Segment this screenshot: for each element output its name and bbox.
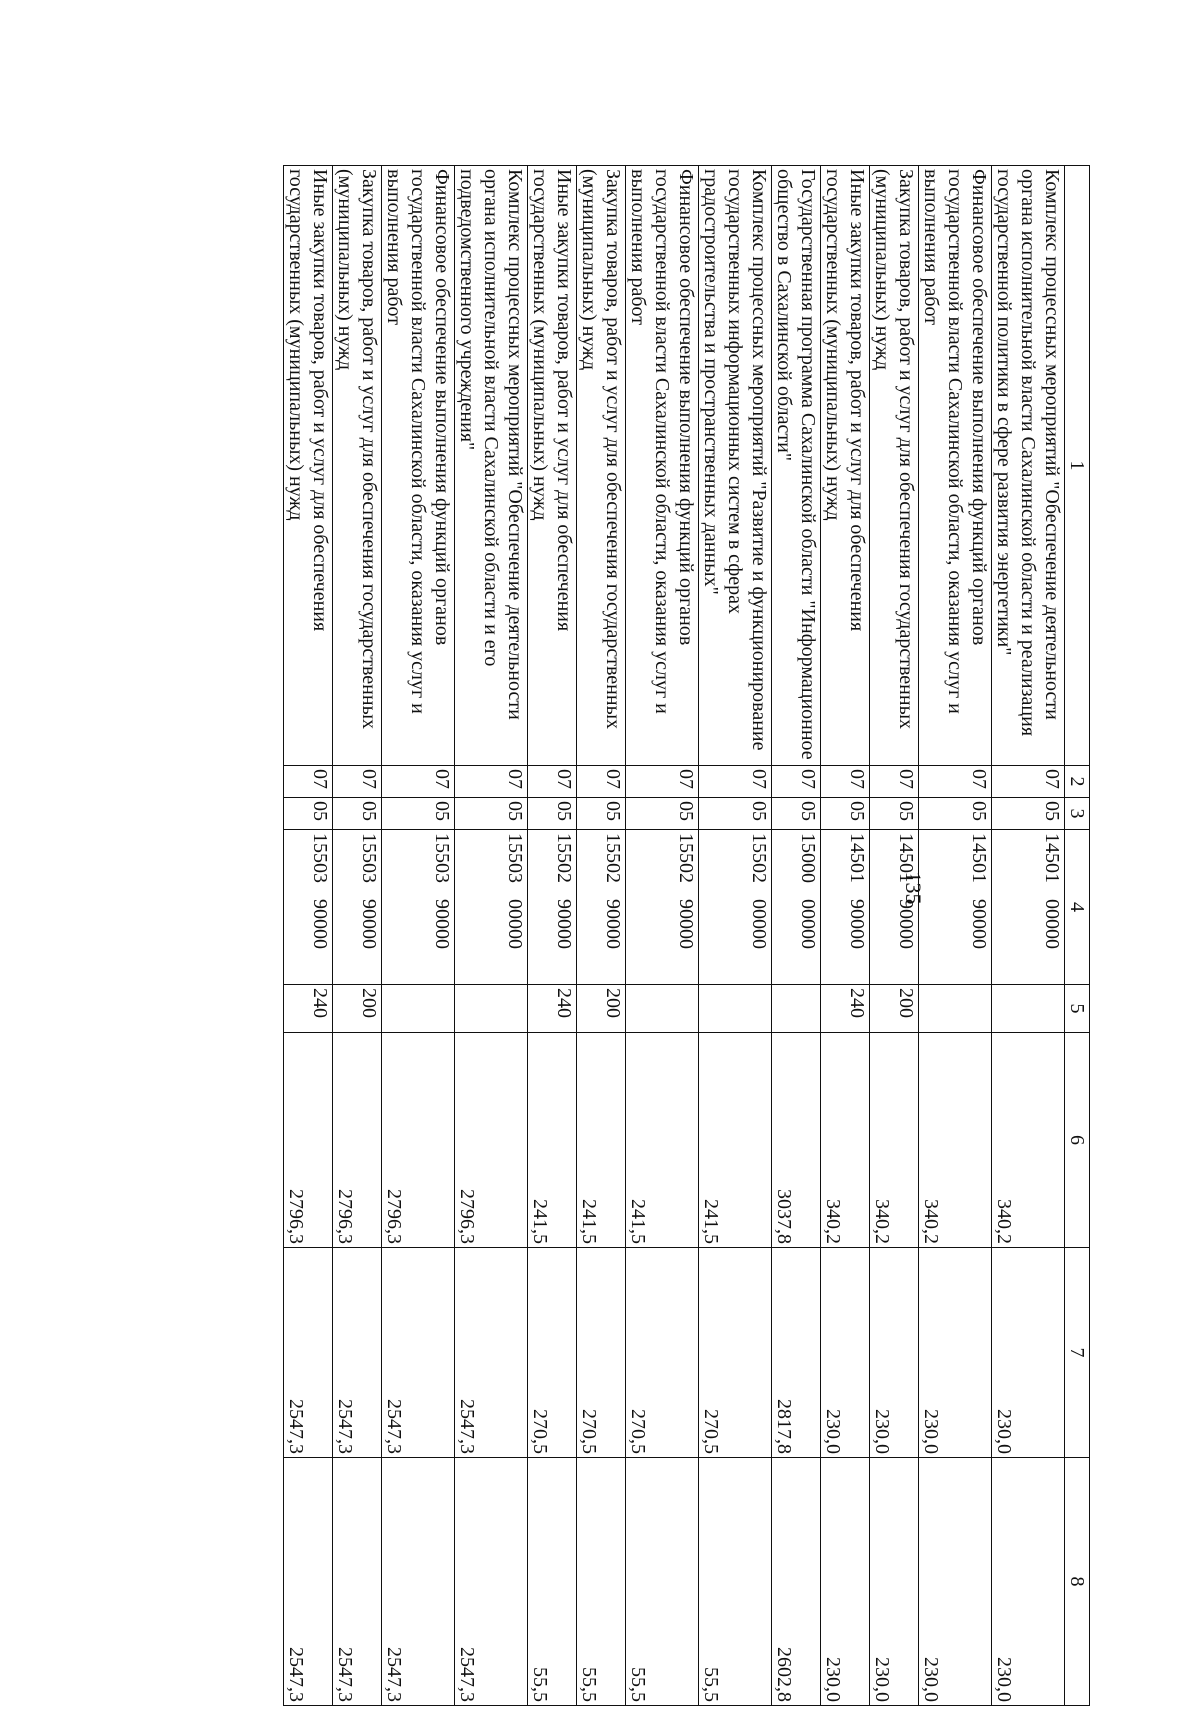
expense-type-cell [919, 985, 992, 1033]
target-article-cell [626, 830, 699, 985]
amount-col8-cell: 230,0 [992, 1458, 1065, 1706]
row-name-cell: Комплекс процессных мероприятий "Обеспечение деятельности органа исполнительной власти Сахалинской области и его подведомственного учреждения" [455, 166, 528, 766]
target-article-direction-code: 00000 [1041, 899, 1063, 949]
target-article-cell [821, 830, 870, 985]
target-article-direction-code: 90000 [895, 899, 917, 949]
row-name-cell: Закупка товаров, работ и услуг для обеспечения государственных (муниципальных) нужд [870, 166, 919, 766]
target-article-program-code: 14501 [895, 833, 917, 883]
target-article-direction-code: 90000 [846, 899, 868, 949]
amount-col7-cell: 270,5 [528, 1248, 577, 1458]
table-row [284, 166, 333, 1706]
amount-col8-cell: 230,0 [870, 1458, 919, 1706]
table-row [382, 166, 455, 1706]
amount-col8-cell: 2602,8 [772, 1458, 821, 1706]
subsection-code-cell: 05 [699, 798, 772, 830]
amount-col7-cell: 270,5 [626, 1248, 699, 1458]
expense-type-cell: 240 [284, 985, 333, 1033]
amount-col6-cell: 241,5 [626, 1033, 699, 1248]
table-row [919, 166, 992, 1706]
subsection-code-cell: 05 [626, 798, 699, 830]
row-name-cell: Комплекс процессных мероприятий "Обеспечение деятельности органа исполнительной власти Сахалинской области и реализация государственной политики в сфере развития энергетики" [992, 166, 1065, 766]
target-article-cell [528, 830, 577, 985]
target-article-program-code: 14501 [846, 833, 868, 883]
target-article-direction-code: 90000 [358, 899, 380, 949]
amount-col7-cell: 2547,3 [284, 1248, 333, 1458]
section-code-cell: 07 [333, 766, 382, 798]
section-code-cell: 07 [528, 766, 577, 798]
table-row [333, 166, 382, 1706]
section-code-cell: 07 [382, 766, 455, 798]
target-article-cell [333, 830, 382, 985]
target-article-program-code: 15502 [602, 833, 624, 883]
subsection-code-cell: 05 [821, 798, 870, 830]
row-name-cell: Закупка товаров, работ и услуг для обеспечения государственных (муниципальных) нужд [577, 166, 626, 766]
table-row [992, 166, 1065, 1706]
row-name-cell: Финансовое обеспечение выполнения функций органов государственной власти Сахалинской области, оказания услуг и выполнения работ [626, 166, 699, 766]
subsection-code-cell: 05 [382, 798, 455, 830]
amount-col8-cell: 230,0 [919, 1458, 992, 1706]
header-cell: 8 [1065, 1458, 1090, 1706]
row-name-cell: Финансовое обеспечение выполнения функций органов государственной власти Сахалинской области, оказания услуг и выполнения работ [919, 166, 992, 766]
row-name-cell: Финансовое обеспечение выполнения функций органов государственной власти Сахалинской области, оказания услуг и выполнения работ [382, 166, 455, 766]
expense-type-cell [626, 985, 699, 1033]
header-cell: 5 [1065, 985, 1090, 1033]
amount-col6-cell: 2796,3 [382, 1033, 455, 1248]
amount-col6-cell: 340,2 [870, 1033, 919, 1248]
expense-type-cell: 200 [577, 985, 626, 1033]
amount-col7-cell: 230,0 [992, 1248, 1065, 1458]
target-article-direction-code: 90000 [675, 899, 697, 949]
section-code-cell: 07 [455, 766, 528, 798]
target-article-program-code: 15503 [358, 833, 380, 883]
amount-col8-cell: 55,5 [528, 1458, 577, 1706]
subsection-code-cell: 05 [919, 798, 992, 830]
amount-col6-cell: 2796,3 [333, 1033, 382, 1248]
amount-col7-cell: 230,0 [919, 1248, 992, 1458]
subsection-code-cell: 05 [333, 798, 382, 830]
expense-type-cell [992, 985, 1065, 1033]
amount-col6-cell: 340,2 [919, 1033, 992, 1248]
target-article-program-code: 15502 [553, 833, 575, 883]
target-article-direction-code: 90000 [553, 899, 575, 949]
section-code-cell: 07 [821, 766, 870, 798]
amount-col8-cell: 2547,3 [333, 1458, 382, 1706]
target-article-cell [382, 830, 455, 985]
table-row [626, 166, 699, 1706]
table-row [870, 166, 919, 1706]
table-row [528, 166, 577, 1706]
expense-type-cell: 200 [870, 985, 919, 1033]
target-article-direction-code: 90000 [309, 899, 331, 949]
table-row [772, 166, 821, 1706]
target-article-program-code: 14501 [1041, 833, 1063, 883]
header-cell: 4 [1065, 830, 1090, 985]
table-header-row [1065, 166, 1090, 1706]
target-article-program-code: 15502 [675, 833, 697, 883]
section-code-cell: 07 [992, 766, 1065, 798]
amount-col7-cell: 230,0 [821, 1248, 870, 1458]
rotated-table-wrapper [283, 165, 1090, 1705]
target-article-direction-code: 00000 [797, 899, 819, 949]
target-article-direction-code: 90000 [602, 899, 624, 949]
section-code-cell: 07 [699, 766, 772, 798]
target-article-cell [772, 830, 821, 985]
amount-col6-cell: 241,5 [577, 1033, 626, 1248]
subsection-code-cell: 05 [284, 798, 333, 830]
amount-col8-cell: 2547,3 [284, 1458, 333, 1706]
amount-col6-cell: 2796,3 [284, 1033, 333, 1248]
row-name-cell: Иные закупки товаров, работ и услуг для обеспечения государственных (муниципальных) нужд [528, 166, 577, 766]
section-code-cell: 07 [577, 766, 626, 798]
target-article-program-code: 14501 [968, 833, 990, 883]
section-code-cell: 07 [919, 766, 992, 798]
table-row [821, 166, 870, 1706]
header-cell: 6 [1065, 1033, 1090, 1248]
target-article-program-code: 15502 [748, 833, 770, 883]
amount-col6-cell: 241,5 [699, 1033, 772, 1248]
expense-type-cell [699, 985, 772, 1033]
amount-col7-cell: 2547,3 [455, 1248, 528, 1458]
amount-col7-cell: 2547,3 [382, 1248, 455, 1458]
amount-col7-cell: 230,0 [870, 1248, 919, 1458]
target-article-cell [992, 830, 1065, 985]
header-cell: 1 [1065, 166, 1090, 766]
amount-col8-cell: 55,5 [626, 1458, 699, 1706]
amount-col8-cell: 55,5 [699, 1458, 772, 1706]
row-name-cell: Иные закупки товаров, работ и услуг для обеспечения государственных (муниципальных) нужд [284, 166, 333, 766]
budget-table [283, 165, 1090, 1706]
expense-type-cell [455, 985, 528, 1033]
header-cell: 3 [1065, 798, 1090, 830]
target-article-program-code: 15503 [431, 833, 453, 883]
subsection-code-cell: 05 [455, 798, 528, 830]
subsection-code-cell: 05 [577, 798, 626, 830]
target-article-direction-code: 00000 [748, 899, 770, 949]
header-cell: 2 [1065, 766, 1090, 798]
subsection-code-cell: 05 [992, 798, 1065, 830]
target-article-cell [870, 830, 919, 985]
amount-col6-cell: 2796,3 [455, 1033, 528, 1248]
amount-col8-cell: 230,0 [821, 1458, 870, 1706]
section-code-cell: 07 [870, 766, 919, 798]
subsection-code-cell: 05 [772, 798, 821, 830]
amount-col6-cell: 340,2 [821, 1033, 870, 1248]
expense-type-cell: 240 [821, 985, 870, 1033]
amount-col8-cell: 2547,3 [455, 1458, 528, 1706]
target-article-cell [919, 830, 992, 985]
target-article-cell [284, 830, 333, 985]
page-number: 135 [901, 871, 926, 905]
amount-col7-cell: 270,5 [577, 1248, 626, 1458]
section-code-cell: 07 [772, 766, 821, 798]
section-code-cell: 07 [626, 766, 699, 798]
section-code-cell: 07 [284, 766, 333, 798]
expense-type-cell: 240 [528, 985, 577, 1033]
row-name-cell: Комплекс процессных мероприятий "Развитие и функционирование государственных информационных систем в сферах градостроительства и пространственных данных" [699, 166, 772, 766]
target-article-program-code: 15503 [309, 833, 331, 883]
amount-col7-cell: 2817,8 [772, 1248, 821, 1458]
table-row [699, 166, 772, 1706]
expense-type-cell [382, 985, 455, 1033]
row-name-cell: Иные закупки товаров, работ и услуг для обеспечения государственных (муниципальных) нужд [821, 166, 870, 766]
target-article-direction-code: 00000 [504, 899, 526, 949]
row-name-cell: Закупка товаров, работ и услуг для обеспечения государственных (муниципальных) нужд [333, 166, 382, 766]
target-article-direction-code: 90000 [968, 899, 990, 949]
target-article-cell [699, 830, 772, 985]
target-article-program-code: 15503 [504, 833, 526, 883]
table-row [577, 166, 626, 1706]
amount-col8-cell: 2547,3 [382, 1458, 455, 1706]
amount-col7-cell: 270,5 [699, 1248, 772, 1458]
subsection-code-cell: 05 [528, 798, 577, 830]
row-name-cell: Государственная программа Сахалинской области "Информационное общество в Сахалинской области" [772, 166, 821, 766]
target-article-cell [455, 830, 528, 985]
amount-col6-cell: 3037,8 [772, 1033, 821, 1248]
header-cell: 7 [1065, 1248, 1090, 1458]
amount-col6-cell: 340,2 [992, 1033, 1065, 1248]
subsection-code-cell: 05 [870, 798, 919, 830]
amount-col8-cell: 55,5 [577, 1458, 626, 1706]
amount-col7-cell: 2547,3 [333, 1248, 382, 1458]
amount-col6-cell: 241,5 [528, 1033, 577, 1248]
expense-type-cell [772, 985, 821, 1033]
target-article-direction-code: 90000 [431, 899, 453, 949]
expense-type-cell: 200 [333, 985, 382, 1033]
target-article-cell [577, 830, 626, 985]
table-row [455, 166, 528, 1706]
target-article-program-code: 15000 [797, 833, 819, 883]
